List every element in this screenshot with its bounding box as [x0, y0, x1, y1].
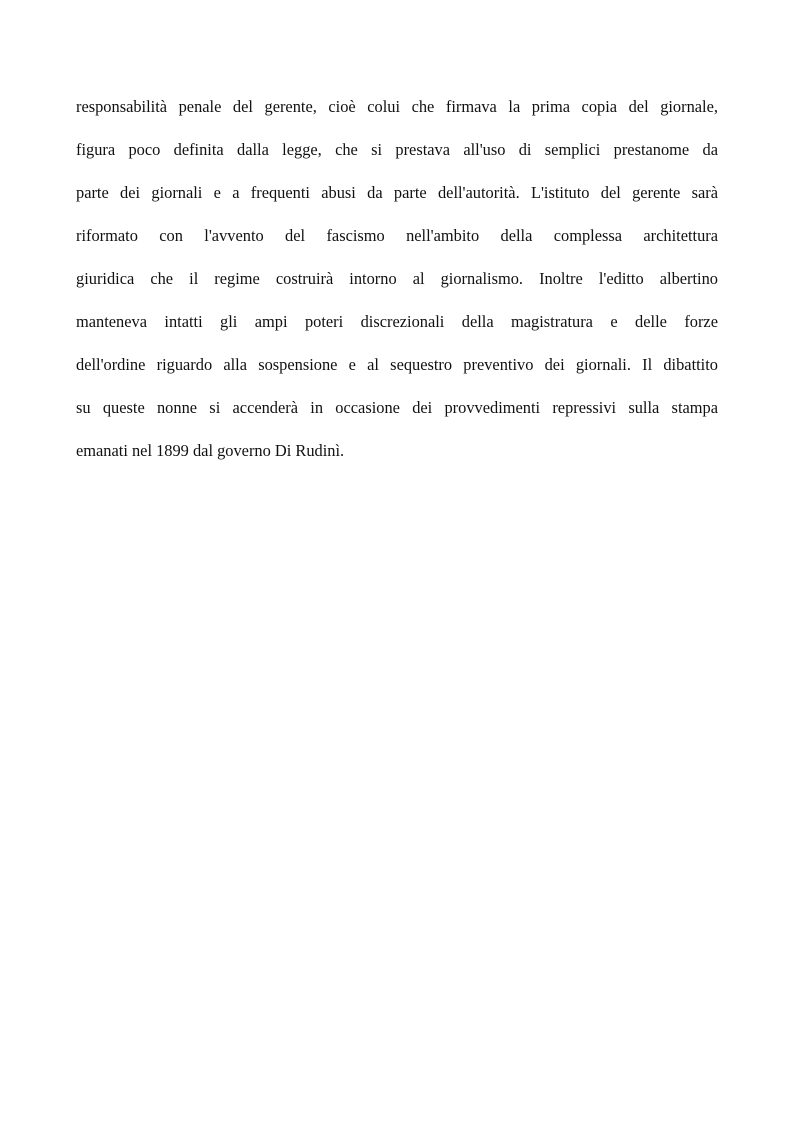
paragraph-line-5: giuridica che il regime costruirà intorno al giornalismo. Inoltre l'editto albertino: [76, 269, 718, 288]
paragraph-line-3: parte dei giornali e a frequenti abusi da parte dell'autorità. L'istituto del gerente sarà: [76, 183, 718, 202]
paragraph-line-4: riformato con l'avvento del fascismo nell'ambito della complessa architettura: [76, 226, 718, 245]
paragraph-line-2: figura poco definita dalla legge, che si prestava all'uso di semplici prestanome da: [76, 140, 718, 159]
body-paragraph: [76, 92, 718, 479]
paragraph-line-8: su queste nonne si accenderà in occasione dei provvedimenti repressivi sulla stampa: [76, 398, 718, 417]
paragraph-line-9: emanati nel 1899 dal governo Di Rudinì.: [76, 441, 345, 460]
paragraph-line-1: responsabilità penale del gerente, cioè colui che firmava la prima copia del giornale,: [76, 97, 718, 116]
paragraph-line-7: dell'ordine riguardo alla sospensione e al sequestro preventivo dei giornali. Il dibattito: [76, 355, 718, 374]
paragraph-line-6: manteneva intatti gli ampi poteri discrezionali della magistratura e delle forze: [76, 312, 718, 331]
